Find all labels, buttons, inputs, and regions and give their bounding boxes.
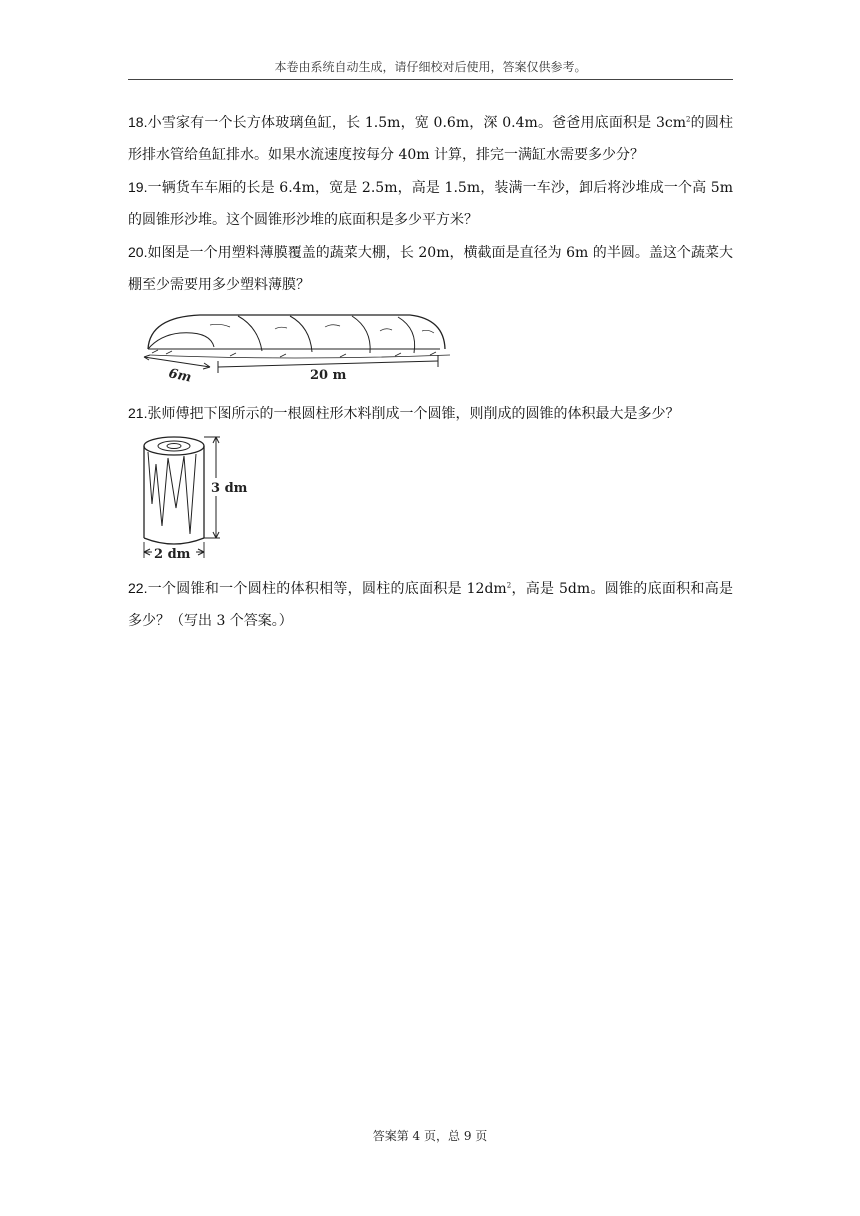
question-number: 21. bbox=[128, 405, 148, 421]
question-number: 20. bbox=[128, 244, 148, 260]
question-number: 22. bbox=[128, 580, 148, 596]
superscript: 2 bbox=[686, 115, 691, 124]
greenhouse-figure bbox=[140, 311, 460, 389]
question-text: 一辆货车车厢的长是 6.4m，宽是 2.5m，高是 1.5m，装满一车沙，卸后将沙堆成一个高 5m 的圆锥形沙堆。这个圆锥形沙堆的底面积是多少平方米？ bbox=[128, 180, 733, 228]
greenhouse-length-label: 20 m bbox=[310, 368, 347, 383]
page-footer: 答案第 4 页，总 9 页 bbox=[372, 1129, 488, 1143]
question-19 bbox=[128, 171, 733, 236]
superscript: 2 bbox=[506, 581, 512, 590]
cylinder-figure bbox=[138, 434, 254, 562]
question-list bbox=[128, 106, 733, 637]
question-text-cont: ，高是 5dm。圆锥的底面积和高是多少？（写出 3 个答案。） bbox=[128, 581, 733, 629]
question-20 bbox=[128, 236, 733, 301]
question-18 bbox=[128, 106, 733, 171]
question-text: 一个圆锥和一个圆柱的体积相等，圆柱的底面积是 12dm bbox=[147, 581, 507, 597]
greenhouse-width-label: 6m bbox=[167, 366, 193, 386]
question-text: 小雪家有一个长方体玻璃鱼缸，长 1.5m，宽 0.6m，深 0.4m。爸爸用底面积是 3cm bbox=[147, 115, 686, 131]
question-text: 如图是一个用塑料薄膜覆盖的蔬菜大棚，长 20m，横截面是直径为 6m 的半圆。盖这个蔬菜大棚至少需要用多少塑料薄膜？ bbox=[128, 245, 733, 293]
question-number: 18. bbox=[128, 114, 148, 130]
question-text: 张师傅把下图所示的一根圆柱形木料削成一个圆锥，则削成的圆锥的体积最大是多少？ bbox=[147, 406, 680, 422]
cylinder-height-label: 3 dm bbox=[211, 481, 248, 496]
header-rule bbox=[128, 79, 733, 80]
cylinder-diameter-label: 2 dm bbox=[154, 547, 191, 562]
page-header: 本卷由系统自动生成，请仔细校对后使用，答案仅供参考。 bbox=[274, 60, 587, 74]
question-22 bbox=[128, 572, 733, 637]
question-number: 19. bbox=[128, 179, 148, 195]
question-21 bbox=[128, 397, 733, 430]
question-text-cont: 的圆柱形排水管给鱼缸排水。如果水流速度按每分 40m 计算，排完一满缸水需要多少分？ bbox=[128, 115, 733, 163]
